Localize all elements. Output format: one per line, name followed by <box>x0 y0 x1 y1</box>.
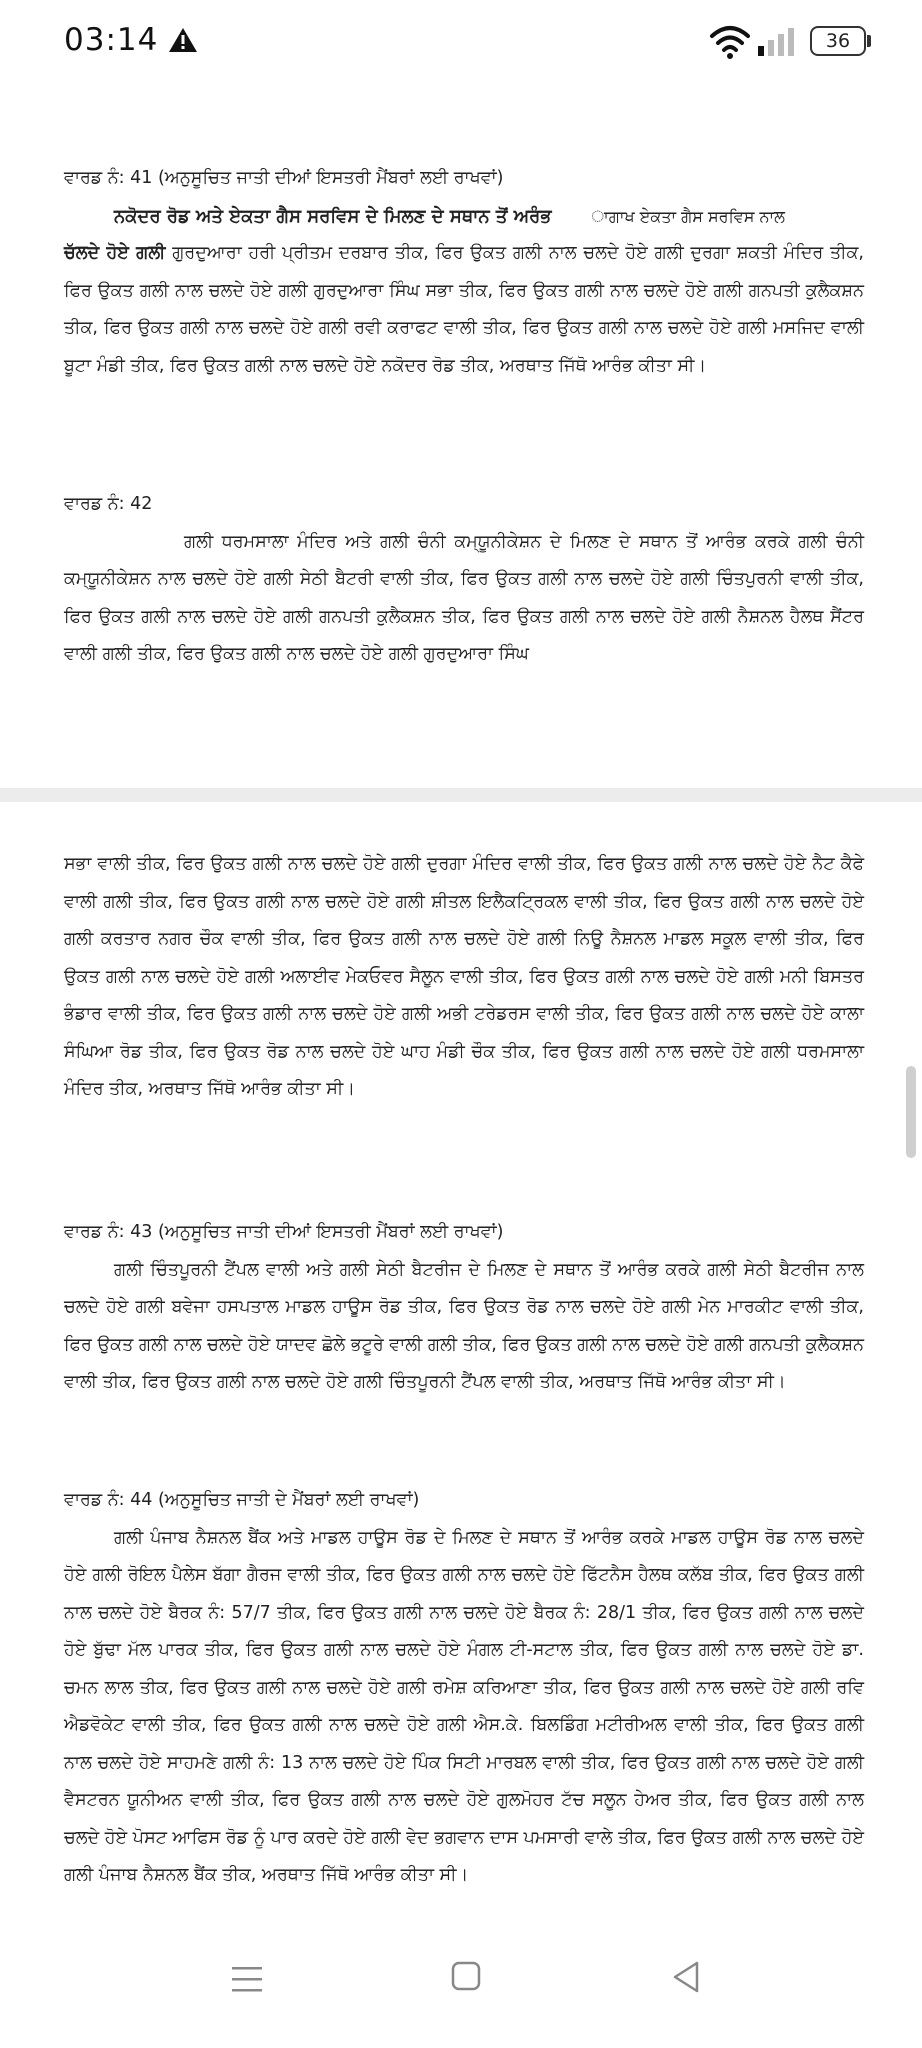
ward-44-section <box>64 1482 864 1895</box>
ward-43-section <box>64 1214 864 1402</box>
ward-41-body <box>64 235 864 385</box>
scrollbar-thumb[interactable] <box>906 1066 916 1158</box>
document-page-2 <box>0 802 922 1924</box>
ward-42-continuation-body: ਸਭਾ ਵਾਲੀ ਤੀਕ, ਫਿਰ ਉਕਤ ਗਲੀ ਨਾਲ ਚਲਦੇ ਹੋਏ ਗਲੀ ਦੁਰਗਾ ਮੰਦਿਰ ਵਾਲੀ ਤੀਕ, ਫਿਰ ਉਕਤ ਗਲੀ ਨਾਲ ਚਲਦੇ ਹੋਏ ਨੈਟ ਕੈਫੇ ਵਾਲੀ ਗਲੀ ਤੀਕ, ਫਿਰ ਉਕਤ ਗਲੀ ਨਾਲ ਚਲਦੇ ਹੋਏ ਗਲੀ ਸ਼ੀਤਲ ਇਲੈਕਟ੍ਰਿਕਲ ਵਾਲੀ ਤੀਕ, ਫਿਰ ਉਕਤ ਗਲੀ ਨਾਲ ਚਲਦੇ ਹੋਏ ਗਲੀ ਕਰਤਾਰ ਨਗਰ ਚੌਕ ਵਾਲੀ ਤੀਕ, ਫਿਰ ਉਕਤ ਗਲੀ ਨਾਲ ਚਲਦੇ ਹੋਏ ਗਲੀ ਨਿਊ ਨੈਸ਼ਨਲ ਮਾਡਲ ਸਕੂਲ ਵਾਲੀ ਤੀਕ, ਫਿਰ ਉਕਤ ਗਲੀ ਨਾਲ ਚਲਦੇ ਹੋਏ ਗਲੀ ਅਲਾਈਵ ਮੇਕਓਵਰ ਸੈਲੂਨ ਵਾਲੀ ਤੀਕ, ਫਿਰ ਉਕਤ ਗਲੀ ਨਾਲ ਚਲਦੇ ਹੋਏ ਗਲੀ ਮਨੀ ਬਿਸਤਰ ਭੰਡਾਰ ਵਾਲੀ ਤੀਕ, ਫਿਰ ਉਕਤ ਗਲੀ ਨਾਲ ਚਲਦੇ ਹੋਏ ਗਲੀ ਅਭੀ ਟਰੇਡਰਸ ਵਾਲੀ ਤੀਕ, ਫਿਰ ਉਕਤ ਗਲੀ ਨਾਲ ਚਲਦੇ ਹੋਏ ਕਾਲਾ ਸੰਘਿਆ ਰੋਡ ਤੀਕ, ਫਿਰ ਉਕਤ ਰੋਡ ਨਾਲ ਚਲਦੇ ਹੋਏ ਘਾਹ ਮੰਡੀ ਚੌਕ ਤੀਕ, ਫਿਰ ਉਕਤ ਗਲੀ ਨਾਲ ਚਲਦੇ ਹੋਏ ਗਲੀ ਧਰਮਸਾਲਾ ਮੰਦਿਰ ਤੀਕ, ਅਰਥਾਤ ਜਿੱਥੋ ਆਰੰਭ ਕੀਤਾ ਸੀ। <box>64 854 864 1099</box>
ward-41-subheading-tail: ਾਗਾਖ ਏਕਤਾ ਗੈਸ ਸਰਵਿਸ ਨਾਲ <box>591 206 785 226</box>
document-page-1 <box>0 84 922 788</box>
back-icon[interactable] <box>672 1960 700 1994</box>
signal-icon <box>756 26 800 58</box>
ward-42-section <box>64 486 864 674</box>
status-time: 03:14 <box>64 22 159 58</box>
ward-41-lead: ਚੱਲਦੇ ਹੋਏ ਗਲੀ <box>64 243 166 263</box>
warning-icon <box>168 26 198 54</box>
ward-42-heading: ਵਾਰਡ ਨੰ: 42 <box>64 494 153 514</box>
ward-41-section <box>64 160 864 385</box>
battery-level: 36 <box>825 30 851 52</box>
home-icon[interactable] <box>450 1960 482 1992</box>
ward-41-subheading-text: ਨਕੋਦਰ ਰੋਡ ਅਤੇ ਏਕਤਾ ਗੈਸ ਸਰਵਿਸ ਦੇ ਮਿਲਣ ਦੇ ਸਥਾਨ ਤੋਂ ਅਰੰਭ <box>114 205 552 227</box>
ward-41-subheading <box>64 198 864 236</box>
page-divider <box>0 788 922 802</box>
ward-43-heading: ਵਾਰਡ ਨੰ: 43 (ਅਨੁਸੂਚਿਤ ਜਾਤੀ ਦੀਆਂ ਇਸਤਰੀ ਮੈਂਬਰਾਂ ਲਈ ਰਾਖਵਾਂ) <box>64 1222 504 1242</box>
ward-42-continuation <box>64 846 864 1109</box>
battery-tip <box>867 35 871 47</box>
battery-icon <box>810 26 866 56</box>
status-bar <box>0 0 922 84</box>
ward-43-body: ਗਲੀ ਚਿੰਤਪੂਰਨੀ ਟੈਂਪਲ ਵਾਲੀ ਅਤੇ ਗਲੀ ਸੇਠੀ ਬੈਟਰੀਜ ਦੇ ਮਿਲਣ ਦੇ ਸਥਾਨ ਤੋਂ ਆਰੰਭ ਕਰਕੇ ਗਲੀ ਸੇਠੀ ਬੈਟਰੀਜ ਨਾਲ ਚਲਦੇ ਹੋਏ ਗਲੀ ਬਵੇਜਾ ਹਸਪਤਾਲ ਮਾਡਲ ਹਾਊਸ ਰੋਡ ਤੀਕ, ਫਿਰ ਉਕਤ ਰੋਡ ਨਾਲ ਚਲਦੇ ਹੋਏ ਗਲੀ ਮੇਨ ਮਾਰਕੀਟ ਵਾਲੀ ਤੀਕ, ਫਿਰ ਉਕਤ ਗਲੀ ਨਾਲ ਚਲਦੇ ਹੋਏ ਯਾਦਵ ਛੋਲੇ ਭਟੂਰੇ ਵਾਲੀ ਗਲੀ ਤੀਕ, ਫਿਰ ਉਕਤ ਗਲੀ ਨਾਲ ਚਲਦੇ ਹੋਏ ਗਲੀ ਗਨਪਤੀ ਕੁਲੈਕਸ਼ਨ ਵਾਲੀ ਤੀਕ, ਫਿਰ ਉਕਤ ਗਲੀ ਨਾਲ ਚਲਦੇ ਹੋਏ ਗਲੀ ਚਿੰਤਪੂਰਨੀ ਟੈਂਪਲ ਵਾਲੀ ਤੀਕ, ਅਰਥਾਤ ਜਿੱਥੋ ਆਰੰਭ ਕੀਤਾ ਸੀ। <box>64 1259 864 1392</box>
ward-44-heading: ਵਾਰਡ ਨੰ: 44 (ਅਨੁਸੂਚਿਤ ਜਾਤੀ ਦੇ ਮੈਂਬਰਾਂ ਲਈ ਰਾਖਵਾਂ) <box>64 1490 420 1510</box>
wifi-icon <box>708 24 752 60</box>
ward-41-heading: ਵਾਰਡ ਨੰ: 41 (ਅਨੁਸੂਚਿਤ ਜਾਤੀ ਦੀਆਂ ਇਸਤਰੀ ਮੈਂਬਰਾਂ ਲਈ ਰਾਖਵਾਂ) <box>64 168 504 188</box>
ward-42-body: ਗਲੀ ਧਰਮਸਾਲਾ ਮੰਦਿਰ ਅਤੇ ਗਲੀ ਚੰਨੀ ਕਮ੍ਯੂਨੀਕੇਸ਼ਨ ਦੇ ਮਿਲਣ ਦੇ ਸਥਾਨ ਤੋਂ ਆਰੰਭ ਕਰਕੇ ਗਲੀ ਚੰਨੀ ਕਮ੍ਯੂਨੀਕੇਸ਼ਨ ਨਾਲ ਚਲਦੇ ਹੋਏ ਗਲੀ ਸੇਠੀ ਬੈਟਰੀ ਵਾਲੀ ਤੀਕ, ਫਿਰ ਉਕਤ ਗਲੀ ਨਾਲ ਚਲਦੇ ਹੋਏ ਗਲੀ ਚਿੰਤਪੁਰਨੀ ਵਾਲੀ ਤੀਕ, ਫਿਰ ਉਕਤ ਗਲੀ ਨਾਲ ਚਲਦੇ ਹੋਏ ਗਲੀ ਗਨਪਤੀ ਕੁਲੈਕਸ਼ਨ ਤੀਕ, ਫਿਰ ਉਕਤ ਗਲੀ ਨਾਲ ਚਲਦੇ ਹੋਏ ਗਲੀ ਨੈਸ਼ਨਲ ਹੈਲਥ ਸੈਂਟਰ ਵਾਲੀ ਗਲੀ ਤੀਕ, ਫਿਰ ਉਕਤ ਗਲੀ ਨਾਲ ਚਲਦੇ ਹੋਏ ਗਲੀ ਗੁਰਦੁਆਰਾ ਸਿੰਘ <box>64 531 864 664</box>
ward-41-body-text: ਗੁਰਦੁਆਰਾ ਹਰੀ ਪ੍ਰੀਤਮ ਦਰਬਾਰ ਤੀਕ, ਫਿਰ ਉਕਤ ਗਲੀ ਨਾਲ ਚਲਦੇ ਹੋਏ ਗਲੀ ਦੁਰਗਾ ਸ਼ਕਤੀ ਮੰਦਿਰ ਤੀਕ, ਫਿਰ ਉਕਤ ਗਲੀ ਨਾਲ ਚਲਦੇ ਹੋਏ ਗਲੀ ਗੁਰਦੁਆਰਾ ਸਿੰਘ ਸਭਾ ਤੀਕ, ਫਿਰ ਉਕਤ ਗਲੀ ਨਾਲ ਚਲਦੇ ਹੋਏ ਗਲੀ ਗਨਪਤੀ ਕੁਲੈਕਸ਼ਨ ਤੀਕ, ਫਿਰ ਉਕਤ ਗਲੀ ਨਾਲ ਚਲਦੇ ਹੋਏ ਗਲੀ ਰਵੀ ਕਰਾਫਟ ਵਾਲੀ ਤੀਕ, ਫਿਰ ਉਕਤ ਗਲੀ ਨਾਲ ਚਲਦੇ ਹੋਏ ਗਲੀ ਮਸਜਿਦ ਵਾਲੀ ਬੂਟਾ ਮੰਡੀ ਤੀਕ, ਫਿਰ ਉਕਤ ਗਲੀ ਨਾਲ ਚਲਦੇ ਹੋਏ ਨਕੋਦਰ ਰੋਡ ਤੀਕ, ਅਰਥਾਤ ਜਿੱਥੋ ਆਰੰਭ ਕੀਤਾ ਸੀ। <box>64 243 864 376</box>
menu-icon[interactable] <box>230 1964 264 1994</box>
ward-44-body: ਗਲੀ ਪੰਜਾਬ ਨੈਸ਼ਨਲ ਬੈਂਕ ਅਤੇ ਮਾਡਲ ਹਾਊਸ ਰੋਡ ਦੇ ਮਿਲਣ ਦੇ ਸਥਾਨ ਤੋਂ ਆਰੰਭ ਕਰਕੇ ਮਾਡਲ ਹਾਊਸ ਰੋਡ ਨਾਲ ਚਲਦੇ ਹੋਏ ਗਲੀ ਰੋਇਲ ਪੈਲੇਸ ਬੱਗਾ ਗੈਰਜ ਵਾਲੀ ਤੀਕ, ਫਿਰ ਉਕਤ ਗਲੀ ਨਾਲ ਚਲਦੇ ਹੋਏ ਫਿੱਟਨੈਸ ਹੈਲਥ ਕਲੱਬ ਤੀਕ, ਫਿਰ ਉਕਤ ਗਲੀ ਨਾਲ ਚਲਦੇ ਹੋਏ ਬੈਰਕ ਨੰ: 57/7 ਤੀਕ, ਫਿਰ ਉਕਤ ਗਲੀ ਨਾਲ ਚਲਦੇ ਹੋਏ ਬੈਰਕ ਨੰ: 28/1 ਤੀਕ, ਫਿਰ ਉਕਤ ਗਲੀ ਨਾਲ ਚਲਦੇ ਹੋਏ ਬੁੱਢਾ ਮੱਲ ਪਾਰਕ ਤੀਕ, ਫਿਰ ਉਕਤ ਗਲੀ ਨਾਲ ਚਲਦੇ ਹੋਏ ਮੰਗਲ ਟੀ-ਸਟਾਲ ਤੀਕ, ਫਿਰ ਉਕਤ ਗਲੀ ਨਾਲ ਚਲਦੇ ਹੋਏ ਡਾ. ਚਮਨ ਲਾਲ ਤੀਕ, ਫਿਰ ਉਕਤ ਗਲੀ ਨਾਲ ਚਲਦੇ ਹੋਏ ਗਲੀ ਰਮੇਸ਼ ਕਰਿਆਣਾ ਤੀਕ, ਫਿਰ ਉਕਤ ਗਲੀ ਨਾਲ ਚਲਦੇ ਹੋਏ ਗਲੀ ਰਵਿ ਐਡਵੋਕੇਟ ਵਾਲੀ ਤੀਕ, ਫਿਰ ਉਕਤ ਗਲੀ ਨਾਲ ਚਲਦੇ ਹੋਏ ਗਲੀ ਐਸ.ਕੇ. ਬਿਲਡਿੰਗ ਮਟੀਰੀਅਲ ਵਾਲੀ ਤੀਕ, ਫਿਰ ਉਕਤ ਗਲੀ ਨਾਲ ਚਲਦੇ ਹੋਏ ਸਾਹਮਣੇ ਗਲੀ ਨੰ: 13 ਨਾਲ ਚਲਦੇ ਹੋਏ ਪਿੰਕ ਸਿਟੀ ਮਾਰਬਲ ਵਾਲੀ ਤੀਕ, ਫਿਰ ਉਕਤ ਗਲੀ ਨਾਲ ਚਲਦੇ ਹੋਏ ਗਲੀ ਵੈਸਟਰਨ ਯੂਨੀਅਨ ਵਾਲੀ ਤੀਕ, ਫਿਰ ਉਕਤ ਗਲੀ ਨਾਲ ਚਲਦੇ ਹੋਏ ਗੁਲਮੋਹਰ ਟੱਚ ਸਲੂਨ ਹੇਅਰ ਤੀਕ, ਫਿਰ ਉਕਤ ਗਲੀ ਨਾਲ ਚਲਦੇ ਹੋਏ ਪੋਸਟ ਆਫਿਸ ਰੋਡ ਨੂੰ ਪਾਰ ਕਰਦੇ ਹੋਏ ਗਲੀ ਵੇਦ ਭਗਵਾਨ ਦਾਸ ਪਮਸਾਰੀ ਵਾਲੇ ਤੀਕ, ਫਿਰ ਉਕਤ ਗਲੀ ਨਾਲ ਚਲਦੇ ਹੋਏ ਗਲੀ ਪੰਜਾਬ ਨੈਸ਼ਨਲ ਬੈਂਕ ਤੀਕ, ਅਰਥਾਤ ਜਿੱਥੋ ਆਰੰਭ ਕੀਤਾ ਸੀ। <box>64 1527 864 1885</box>
navigation-bar <box>0 1924 922 2048</box>
